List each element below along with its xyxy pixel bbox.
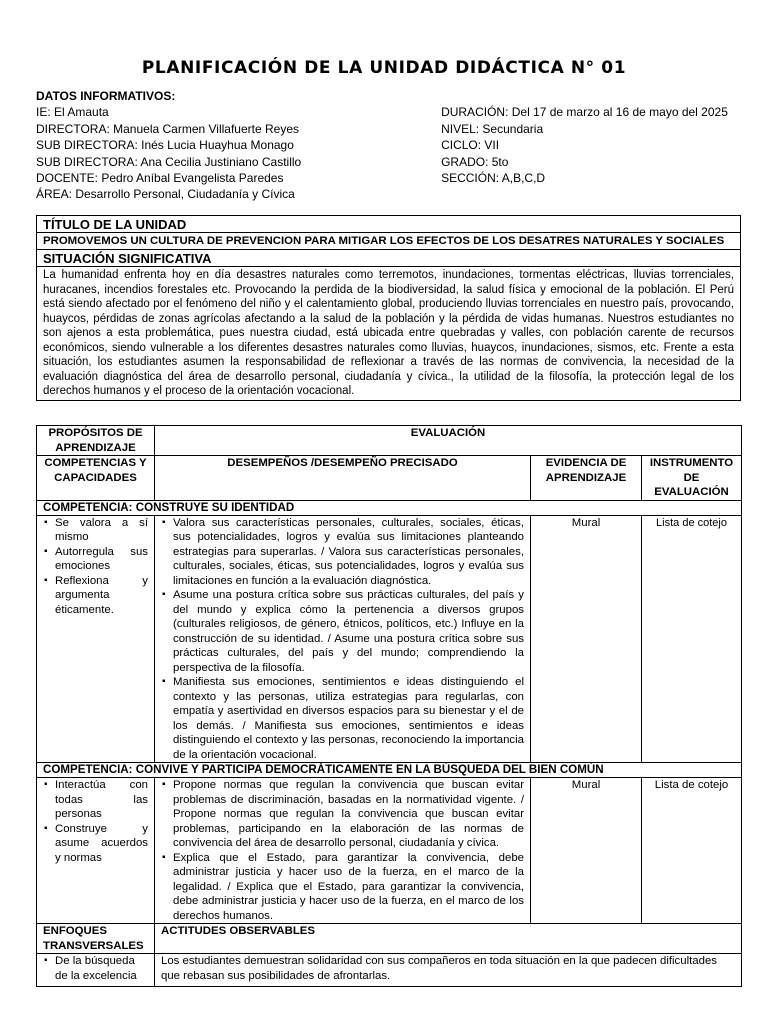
list-item: ▪ Autorregula sus emociones bbox=[55, 545, 148, 574]
competency-1-evidence: Mural bbox=[531, 515, 642, 763]
list-item: ▪ Reflexiona y argumenta éticamente. bbox=[55, 574, 148, 618]
info-teacher: DOCENTE: Pedro Aníbal Evangelista Paredes bbox=[36, 171, 284, 186]
info-duration: DURACIÓN: Del 17 de marzo al 16 de mayo del 2025 bbox=[441, 105, 728, 120]
evaluation-table bbox=[36, 425, 742, 987]
approaches-header: ENFOQUES TRANSVERSALES bbox=[37, 924, 155, 954]
general-info bbox=[36, 88, 736, 203]
list-item: ▪ Explica que el Estado, para garantizar la convivencia, debe administrar justicia y hacer uso de la fuerza, en el marco de la legalidad. / Explica que el Estado, para garantizar la convivencia, debe administrar justicia y hacer uso de la fuerza, en el marco de los derechos humanos. bbox=[173, 851, 524, 924]
situation-text: La humanidad enfrenta hoy en día desastres naturales como terremotos, inundaciones, tormentas eléctricas, lluvias torrenciales, huracanes, incendios forestales etc. Provocando la perdida de la biodiversidad, la salud física y emocional de la población. El Perú está siendo afectado por el fenómeno del niño y el calentamiento global, produciendo lluvias torrenciales en nuestro país, provocando, huaycos, pérdidas de zonas agrícolas afectando a la salud de la población y la pérdida de vidas humanas. Nuestros estudiantes no son ajenos a esta problemática, pues nuestra ciudad, está ubicada entre quebradas y valles, con población carente de recursos económicos, siendo vulnerable a los diferentes desastres naturales como lluvias, huaycos, inundaciones, sismos, etc. Frente a esta situación, los estudiantes asumen la responsabilidad de reflexionar a través de las normas de convivencia, la necesidad de la evaluación diagnóstica del área de desarrollo personal, ciudadanía y cívica., la utilidad de la filosofía, la protección legal de los derechos humanos y el proceso de la orientación vocacional. bbox=[37, 267, 741, 401]
competency-2-instrument: Lista de cotejo bbox=[642, 778, 742, 924]
competency-2-row bbox=[37, 778, 742, 924]
info-school: IE: El Amauta bbox=[36, 105, 109, 120]
info-right-column bbox=[441, 104, 736, 202]
info-level: NIVEL: Secundaria bbox=[441, 121, 544, 136]
competency-1-performances bbox=[161, 516, 524, 763]
competencies-header: COMPETENCIAS Y CAPACIDADES bbox=[37, 456, 155, 501]
competency-2-capacities bbox=[43, 778, 148, 865]
competency-2-evidence: Mural bbox=[531, 778, 642, 924]
unit-table bbox=[36, 215, 741, 401]
competency-2-title: COMPETENCIA: CONVIVE Y PARTICIPA DEMOCRÁTICAMENTE EN LA BÚSQUEDA DEL BIEN COMÚN bbox=[37, 763, 742, 778]
list-item: ▪ Manifiesta sus emociones, sentimientos e ideas distinguiendo el contexto y las personas, utiliza estrategias para regularlas, con empatía y asertividad en diversos espacios para su bienestar y el de los demás. / Manifiesta sus emociones, sentimientos e ideas distinguiendo el contexto y las personas, reconociendo la importancia de la orientación vocacional. bbox=[173, 675, 524, 762]
attitude-text: Los estudiantes demuestran solidaridad con sus compañeros en toda situación en la que padecen dificultades que rebasan sus posibilidades de afrontarlas. bbox=[155, 954, 742, 987]
instrument-header: INSTRUMENTO DE EVALUACIÓN bbox=[642, 456, 742, 501]
info-heading: DATOS INFORMATIVOS: bbox=[36, 89, 176, 103]
competency-1-capacities bbox=[43, 516, 148, 618]
competency-1-row bbox=[37, 515, 742, 763]
document-title: PLANIFICACIÓN DE LA UNIDAD DIDÁCTICA N° 01 bbox=[141, 58, 627, 78]
performances-header: DESEMPEÑOS /DESEMPEÑO PRECISADO bbox=[155, 456, 531, 501]
purposes-header: PROPÓSITOS DE APRENDIZAJE bbox=[37, 426, 155, 456]
info-cycle: CICLO: VII bbox=[441, 138, 500, 153]
list-item: ▪ Propone normas que regulan la convivencia que buscan evitar problemas de discriminación, basadas en la normatividad vigente. / Propone normas que regulan la convivencia que buscan evitar problemas, participando en la elaboración de las normas de convivencia del área de desarrollo personal, ciudadanía y cívica. bbox=[173, 778, 524, 851]
list-item: ▪ Interactúa con todas las personas bbox=[55, 778, 148, 822]
competency-1-instrument: Lista de cotejo bbox=[642, 515, 742, 763]
approach-row bbox=[37, 954, 742, 987]
list-item: ▪ Construye y asume acuerdos y normas bbox=[55, 822, 148, 866]
unit-title-text: PROMOVEMOS UN CULTURA DE PREVENCION PARA MITIGAR LOS EFECTOS DE LOS DESATRES NATURALES Y SOCIALES bbox=[37, 233, 741, 250]
info-grade: GRADO: 5to bbox=[441, 154, 509, 169]
attitudes-header: ACTITUDES OBSERVABLES bbox=[155, 924, 742, 954]
evaluation-header: EVALUACIÓN bbox=[155, 426, 742, 456]
list-item: ▪ Valora sus características personales, culturales, sociales, éticas, sus potencialidades, logros y evalúa sus limitaciones planteando estrategias para superarlas. / Valora sus características personales, culturales, sociales, éticas, sus potencialidades, logros y evalúa sus limitaciones en función a la evaluación diagnóstica. bbox=[173, 516, 524, 589]
competency-2-performances bbox=[161, 778, 524, 923]
info-section: SECCIÓN: A,B,C,D bbox=[441, 171, 546, 186]
situation-label: SITUACIÓN SIGNIFICATIVA bbox=[37, 250, 741, 267]
unit-title-label: TÍTULO DE LA UNIDAD bbox=[37, 216, 741, 233]
info-director: DIRECTORA: Manuela Carmen Villafuerte Reyes bbox=[36, 121, 299, 136]
info-subdirector-1: SUB DIRECTORA: Inés Lucia Huayhua Monago bbox=[36, 138, 294, 153]
list-item: ▪ Se valora a sí mismo bbox=[55, 516, 148, 545]
competency-1-title: COMPETENCIA: CONSTRUYE SU IDENTIDAD bbox=[37, 500, 742, 515]
list-item: ▪ De la búsqueda de la excelencia bbox=[55, 954, 148, 983]
evidence-header: EVIDENCIA DE APRENDIZAJE bbox=[531, 456, 642, 501]
info-area: ÁREA: Desarrollo Personal, Ciudadanía y Cívica bbox=[36, 187, 295, 202]
list-item: ▪ Asume una postura crítica sobre sus prácticas culturales, del país y del mundo y explica cómo la pertenencia a diversos grupos (culturales religiosos, de género, étnicos, políticos, etc.) Influye en la construcción de su identidad. / Asume una postura crítica sobre sus prácticas culturales, del país y del mundo; comprendiendo la perspectiva de la filosofía. bbox=[173, 588, 524, 675]
info-subdirector-2: SUB DIRECTORA: Ana Cecilia Justiniano Castillo bbox=[36, 154, 302, 169]
info-left-column bbox=[36, 104, 441, 202]
approach-list bbox=[43, 954, 148, 983]
